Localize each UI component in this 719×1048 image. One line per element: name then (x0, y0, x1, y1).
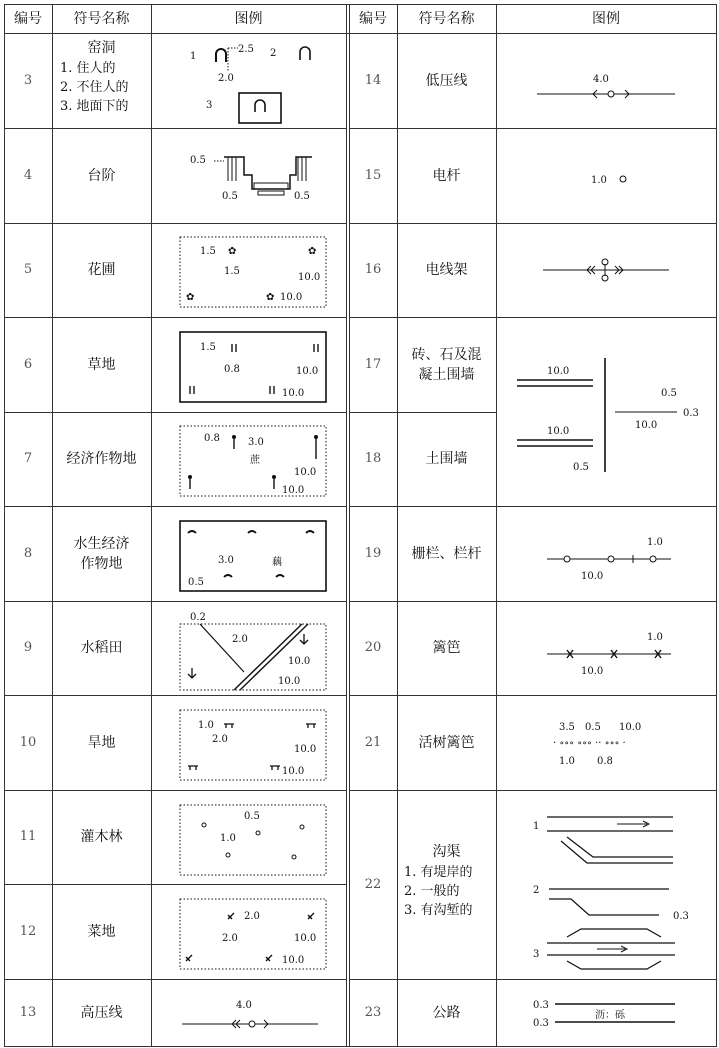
symbol-name: 水稻田 (80, 640, 123, 656)
ditch-label-3: 3 (533, 949, 540, 960)
legend-paddy-field (152, 602, 345, 694)
road-label: 沥：砾 (595, 1010, 625, 1021)
legend-shrub (152, 791, 345, 883)
veg-dim-d: 10.0 (282, 955, 305, 966)
list-item: 1. 住人的 (60, 61, 116, 76)
symbol-name: 菜地 (87, 923, 116, 940)
col-divider-double (346, 4, 347, 1046)
svg-text:· ∘∘∘ ∘∘∘ ·· ∘∘∘ ·: · ∘∘∘ ∘∘∘ ·· ∘∘∘ · (553, 738, 626, 749)
live-hedge-dim-e: 0.8 (597, 756, 613, 767)
list-item: 3. 有沟堑的 (404, 903, 473, 918)
fence-dim-b: 10.0 (581, 571, 604, 582)
flower-dim-a: 1.5 (200, 246, 216, 257)
symbol-name: 高压线 (80, 1004, 123, 1021)
live-hedge-dim-a: 3.5 (559, 722, 575, 733)
row-number: 16 (364, 262, 382, 277)
flower-dim-b: 1.5 (224, 266, 240, 277)
legend-low-voltage (497, 34, 716, 127)
ditch-label-1: 1 (533, 821, 540, 832)
live-hedge-dim-b: 0.5 (585, 722, 601, 733)
legend-table (4, 4, 717, 1046)
header-num: 编号 (14, 10, 42, 27)
legend-power-pole (497, 129, 716, 222)
row-number: 9 (23, 640, 33, 655)
road-dim-b: 0.3 (533, 1018, 549, 1029)
wall-dim-f: 0.5 (573, 462, 589, 473)
legend-live-hedge (497, 696, 716, 789)
svg-text:✿: ✿ (266, 292, 275, 303)
row-number: 20 (364, 640, 382, 655)
symbol-subitems (60, 59, 150, 116)
wall-dim-b: 10.0 (547, 426, 570, 437)
fence-dim-a: 1.0 (647, 537, 663, 548)
legend-flower-bed (152, 224, 345, 316)
row-number: 21 (364, 734, 382, 750)
water-crop-dim-b: 0.5 (188, 577, 204, 588)
symbol-name: 电杆 (432, 167, 461, 184)
legend-cave (152, 34, 345, 127)
header-legend: 图例 (592, 10, 620, 27)
symbol-name: 公路 (432, 1004, 461, 1021)
dry-dim-b: 2.0 (212, 734, 228, 745)
list-item: 1. 有堤岸的 (404, 865, 473, 880)
veg-dim-c: 10.0 (294, 933, 317, 944)
hedge-dim-b: 10.0 (581, 666, 604, 677)
header-num: 编号 (359, 10, 387, 27)
wall-dim-d: 0.3 (683, 408, 699, 419)
symbol-name: 台阶 (87, 167, 116, 184)
symbol-name: 土围墙 (425, 451, 468, 467)
header-legend: 图例 (234, 10, 263, 27)
legend-fence (497, 507, 716, 600)
list-item: 2. 不住人的 (60, 80, 129, 95)
symbol-name: 栅栏、栏杆 (411, 545, 482, 562)
lv-dim: 4.0 (593, 74, 609, 85)
legend-grass (152, 318, 345, 411)
hedge-dim-a: 1.0 (647, 632, 663, 643)
shrub-dim-b: 1.0 (220, 833, 236, 844)
water-crop-label: 藕 (272, 557, 282, 568)
symbol-name: 沟渠 (432, 844, 461, 860)
wall-dim-e: 10.0 (635, 420, 658, 431)
symbol-name: 草地 (87, 356, 116, 373)
symbol-name: 篱笆 (432, 640, 461, 656)
steps-dim-c: 0.5 (294, 191, 310, 202)
legend-walls (497, 318, 716, 504)
table-border-bottom (4, 1046, 717, 1047)
symbol-name: 砖、石及混凝土围墙 (411, 346, 482, 383)
live-hedge-dim-d: 1.0 (559, 756, 575, 767)
crop-dim-b: 3.0 (248, 437, 264, 448)
cave-label-2: 2 (270, 48, 277, 59)
legend-ditch (497, 791, 716, 978)
legend-wire-frame (497, 224, 716, 316)
legend-dry-land (152, 696, 345, 789)
dry-dim-a: 1.0 (198, 720, 214, 731)
legend-road (497, 980, 716, 1045)
grass-dim-d: 10.0 (282, 388, 305, 399)
crop-dim-e: 10.0 (282, 485, 305, 496)
veg-dim-b: 2.0 (222, 933, 238, 944)
ditch-dim: 0.3 (673, 911, 689, 922)
row-number: 5 (23, 262, 33, 277)
row-number: 18 (364, 451, 382, 466)
table-border-right (716, 4, 717, 1046)
symbol-name: 窑洞 (87, 40, 116, 56)
list-item: 3. 地面下的 (60, 99, 129, 114)
legend-economic-crop (152, 413, 345, 505)
legend-hedge (497, 602, 716, 694)
symbol-name: 电线架 (425, 262, 468, 278)
symbol-name: 低压线 (425, 72, 468, 89)
symbol-name: 活树篱笆 (418, 734, 475, 751)
row-number: 3 (23, 72, 33, 88)
dry-dim-c: 10.0 (294, 744, 317, 755)
shrub-dim-a: 0.5 (244, 811, 260, 822)
row-number: 19 (364, 545, 382, 561)
paddy-dim-b: 2.0 (232, 634, 248, 645)
road-dim-a: 0.3 (533, 1000, 549, 1011)
symbol-subitems (404, 863, 494, 920)
row-number: 4 (23, 167, 33, 183)
flower-dim-c: 10.0 (298, 272, 321, 283)
row-number: 14 (364, 72, 382, 88)
cave-dim-25: 2.5 (238, 44, 254, 55)
row-number: 10 (19, 734, 37, 750)
svg-text:✿: ✿ (308, 246, 317, 257)
symbol-name: 花圃 (87, 262, 116, 278)
symbol-name: 灌木林 (80, 829, 123, 845)
grass-dim-b: 0.8 (224, 364, 240, 375)
pole-dim: 1.0 (591, 175, 607, 186)
steps-dim-b: 0.5 (222, 191, 238, 202)
legend-vegetable-field (152, 885, 345, 978)
ditch-label-2: 2 (533, 885, 540, 896)
steps-dim-a: 0.5 (190, 155, 206, 166)
wall-dim-c: 0.5 (661, 388, 677, 399)
list-item: 2. 一般的 (404, 884, 460, 899)
legend-steps (152, 129, 345, 222)
grass-dim-c: 10.0 (296, 366, 319, 377)
row-number: 12 (19, 923, 37, 939)
symbol-name: 经济作物地 (66, 451, 137, 467)
crop-label-c: 蔗 (250, 455, 260, 466)
row-number: 15 (364, 167, 382, 183)
cave-label-3: 3 (206, 100, 213, 111)
dry-dim-d: 10.0 (282, 766, 305, 777)
hv-dim: 4.0 (236, 1000, 252, 1011)
crop-dim-d: 10.0 (294, 467, 317, 478)
row-number: 8 (23, 545, 33, 561)
header-name: 符号名称 (418, 10, 475, 27)
symbol-name: 水生经济作物地 (73, 535, 130, 572)
header-name: 符号名称 (73, 10, 130, 27)
veg-dim-a: 2.0 (244, 911, 260, 922)
row-number: 22 (364, 876, 382, 892)
legend-high-voltage (152, 980, 345, 1045)
crop-dim-a: 0.8 (204, 433, 220, 444)
paddy-dim-d: 10.0 (278, 676, 301, 687)
row-number: 13 (19, 1004, 37, 1020)
row-number: 17 (364, 356, 382, 372)
legend-water-crop (152, 507, 345, 600)
svg-text:✿: ✿ (186, 292, 195, 303)
live-hedge-dim-c: 10.0 (619, 722, 642, 733)
water-crop-dim-a: 3.0 (218, 555, 234, 566)
flower-dim-d: 10.0 (280, 292, 303, 303)
paddy-dim-a: 0.2 (190, 612, 206, 623)
paddy-dim-c: 10.0 (288, 656, 311, 667)
symbol-name: 旱地 (87, 734, 116, 751)
grass-dim-a: 1.5 (200, 342, 216, 353)
row-number: 23 (364, 1004, 382, 1020)
row-number: 7 (23, 451, 33, 466)
wall-dim-a: 10.0 (547, 366, 570, 377)
svg-text:✿: ✿ (228, 246, 237, 257)
cave-dim-20: 2.0 (218, 73, 234, 84)
cave-label-1: 1 (190, 51, 197, 62)
row-number: 6 (23, 356, 33, 372)
row-number: 11 (19, 829, 37, 844)
